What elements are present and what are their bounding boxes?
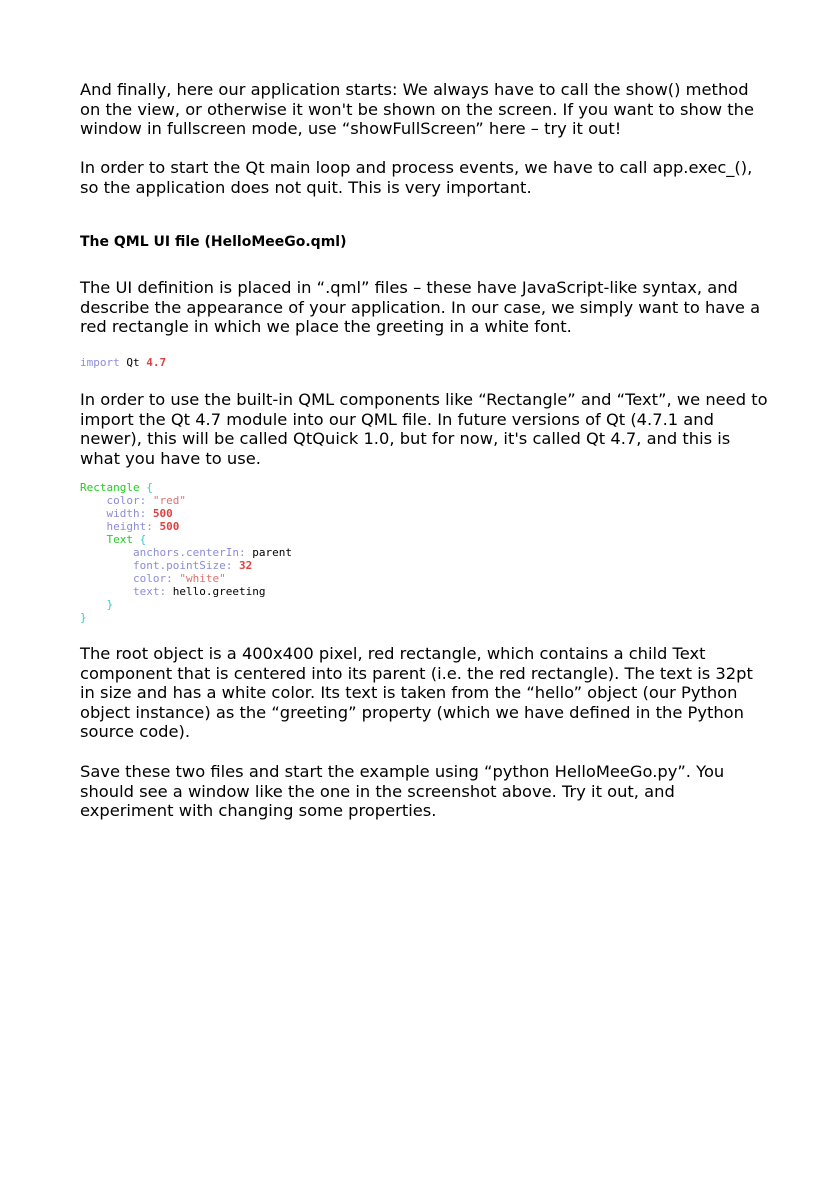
code-module: Qt <box>126 356 140 369</box>
code-number: 32 <box>238 559 253 572</box>
code-brace: } <box>80 611 87 624</box>
code-value: parent <box>252 546 292 559</box>
code-block-import <box>80 356 166 369</box>
code-prop-key: color: <box>132 572 173 585</box>
paragraph-show-method: And finally, here our application starts: We always have to call the show() method on the view, or otherwise it won't be shown on the screen. If you want to show the window in fullscreen mode, use “showFullScreen” here – try it out! <box>80 80 755 138</box>
paragraph-root-object: The root object is a 400x400 pixel, red rectangle, which contains a child Text component that is centered into its parent (i.e. the red rectangle). The text is 32pt in size and has a white color. Its text is taken from the “hello” object (our Python object instance) as the “greeting” property (which we have defined in the Python source code). <box>80 644 753 741</box>
code-brace: { <box>139 533 147 546</box>
paragraph-ui-definition: The UI definition is placed in “.qml” files – these have JavaScript-like syntax, and describe the appearance of your application. In our case, we simply want to have a red rectangle in which we place the greeting in a white font. <box>80 278 761 336</box>
code-keyword: import <box>80 356 120 369</box>
code-number: 500 <box>159 520 180 533</box>
code-block-qml <box>80 481 292 624</box>
code-prop-key: text: <box>132 585 167 598</box>
code-brace: { <box>146 481 153 494</box>
paragraph-save-files: Save these two files and start the example using “python HelloMeeGo.py”. You should see a window like the one in the screenshot above. Try it out, and experiment with changing some properties. <box>80 762 725 820</box>
code-type-text: Text <box>106 533 133 546</box>
code-number: 500 <box>152 507 173 520</box>
paragraph-import-explanation: In order to use the built-in QML components like “Rectangle” and “Text”, we need to import the Qt 4.7 module into our QML file. In future versions of Qt (4.7.1 and newer), this will be called QtQuick 1.0, but for now, it's called Qt 4.7, and this is what you have to use. <box>80 390 768 468</box>
code-string: "red" <box>152 494 186 507</box>
code-prop-key: color: <box>106 494 147 507</box>
code-brace: } <box>106 598 114 611</box>
code-prop-key: height: <box>106 520 153 533</box>
code-prop-key: width: <box>106 507 147 520</box>
section-heading-qml-file: The QML UI file (HelloMeeGo.qml) <box>80 234 347 250</box>
code-type-rectangle: Rectangle <box>80 481 140 494</box>
code-prop-key: font.pointSize: <box>132 559 233 572</box>
code-value: hello.greeting <box>172 585 266 598</box>
code-version: 4.7 <box>146 356 167 369</box>
paragraph-main-loop: In order to start the Qt main loop and process events, we have to call app.exec_(), so the application does not quit. This is very important. <box>80 158 753 197</box>
code-string: "white" <box>179 572 226 585</box>
code-prop-key: anchors.centerIn: <box>132 546 246 559</box>
